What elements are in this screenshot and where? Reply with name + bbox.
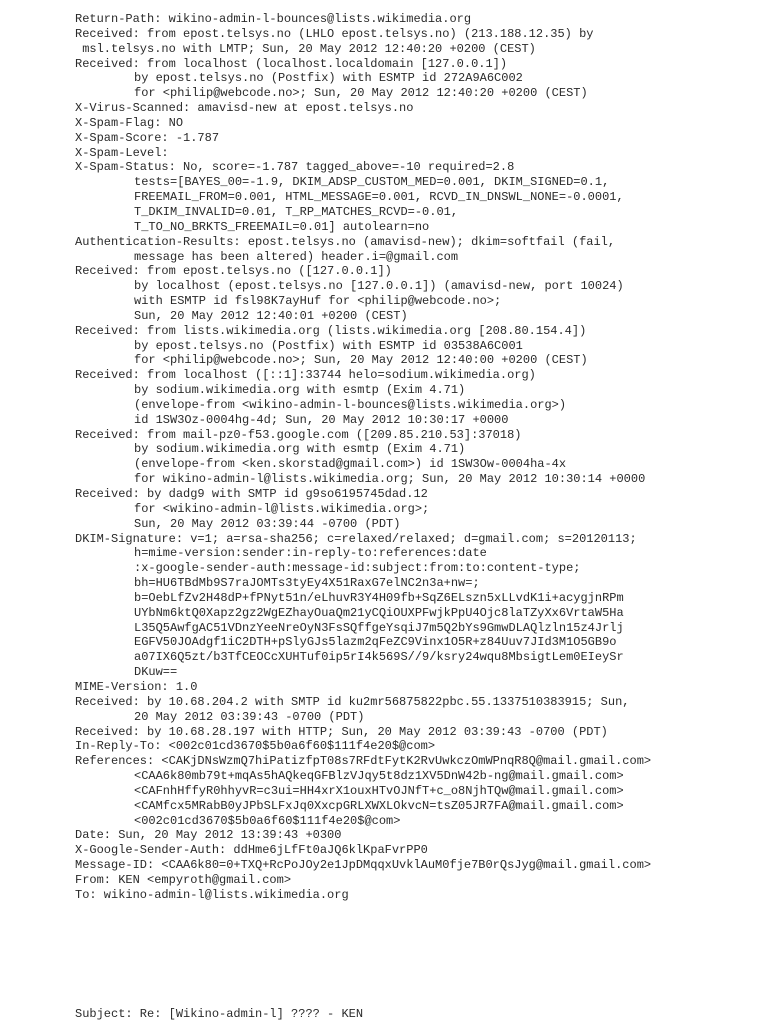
header-line: Date: Sun, 20 May 2012 13:39:43 +0300 — [75, 828, 342, 843]
header-line: by epost.telsys.no (Postfix) with ESMTP id 03538A6C001 — [134, 338, 523, 353]
header-line: tests=[BAYES_00=-1.9, DKIM_ADSP_CUSTOM_MED=0.001, DKIM_SIGNED=0.1, — [134, 175, 610, 190]
header-line: Received: from lists.wikimedia.org (lists.wikimedia.org [208.80.154.4]) — [75, 323, 587, 338]
header-line: Received: by 10.68.28.197 with HTTP; Sun, 20 May 2012 03:39:43 -0700 (PDT) — [75, 724, 608, 739]
header-line: bh=HU6TBdMb9S7raJOMTs3tyEy4X51RaxG7elNC2n3a+nw=; — [134, 576, 480, 591]
header-line: X-Spam-Flag: NO — [75, 115, 184, 130]
email-headers-block — [75, 12, 765, 903]
header-line: Received: from epost.telsys.no (LHLO epost.telsys.no) (213.188.12.35) by — [75, 26, 594, 41]
header-line: DKIM-Signature: v=1; a=rsa-sha256; c=relaxed/relaxed; d=gmail.com; s=20120113; — [75, 531, 637, 546]
header-line: Received: by dadg9 with SMTP id g9so6195745dad.12 — [75, 487, 428, 501]
header-line: for <philip@webcode.no>; Sun, 20 May 2012 12:40:20 +0200 (CEST) — [134, 86, 588, 101]
header-line: From: KEN <empyroth@gmail.com> — [75, 872, 292, 887]
header-line: Received: from localhost ([::1]:33744 helo=sodium.wikimedia.org) — [75, 368, 536, 383]
header-line: :x-google-sender-auth:message-id:subject:from:to:content-type; — [134, 561, 581, 576]
header-line: T_TO_NO_BRKTS_FREEMAIL=0.01] autolearn=no — [134, 219, 430, 234]
header-line: FREEMAIL_FROM=0.001, HTML_MESSAGE=0.001, RCVD_IN_DNSWL_NONE=-0.0001, — [134, 190, 624, 205]
header-line: Sun, 20 May 2012 03:39:44 -0700 (PDT) — [134, 516, 401, 531]
header-line: Received: by 10.68.204.2 with SMTP id ku2mr56875822pbc.55.1337510383915; Sun, — [75, 694, 630, 709]
header-line: X-Virus-Scanned: amavisd-new at epost.telsys.no — [75, 101, 414, 116]
subject-line: Subject: Re: [Wikino-admin-l] ???? - KEN — [75, 1007, 364, 1021]
header-line: (envelope-from <ken.skorstad@gmail.com>) id 1SW3Ow-0004ha-4x — [134, 457, 567, 472]
header-line: b=OebLfZv2H48dP+fPNyt51n/eLhuvR3Y4H09fb+SqZ6ELszn5xLLvdK1i+acygjnRPm — [134, 590, 624, 605]
header-line: with ESMTP id fsl98K7ayHuf for <philip@webcode.no>; — [134, 294, 502, 309]
header-line: MIME-Version: 1.0 — [75, 679, 198, 694]
header-line: id 1SW3Oz-0004hg-4d; Sun, 20 May 2012 10:30:17 +0000 — [134, 412, 509, 427]
header-line: msl.telsys.no with LMTP; Sun, 20 May 2012 12:40:20 +0200 (CEST) — [75, 41, 536, 56]
header-line: for <wikino-admin-l@lists.wikimedia.org>; — [134, 501, 430, 516]
header-line: Received: from epost.telsys.no ([127.0.0.1]) — [75, 264, 392, 279]
header-line: X-Spam-Status: No, score=-1.787 tagged_above=-10 required=2.8 — [75, 160, 515, 175]
header-line: by sodium.wikimedia.org with esmtp (Exim 4.71) — [134, 442, 466, 457]
header-line: a07IX6Q5zt/b3TfCEOCcXUHTuf0ip5rI4k569S//9/ksry24wqu8MbsigtLem0EIeySr — [134, 650, 624, 665]
header-line: Authentication-Results: epost.telsys.no (amavisd-new); dkim=softfail (fail, — [75, 234, 616, 249]
header-line: In-Reply-To: <002c01cd3670$5b0a6f60$111f4e20$@com> — [75, 739, 436, 754]
header-line: Sun, 20 May 2012 12:40:01 +0200 (CEST) — [134, 308, 408, 323]
header-line: h=mime-version:sender:in-reply-to:references:date — [134, 546, 487, 561]
header-line: <CAMfcx5MRabB0yJPbSLFxJq0XxcpGRLXWXLOkvcN=tsZ05JR7FA@mail.gmail.com> — [134, 798, 624, 813]
header-line: by sodium.wikimedia.org with esmtp (Exim 4.71) — [134, 383, 466, 398]
header-line: Return-Path: wikino-admin-l-bounces@lists.wikimedia.org — [75, 12, 472, 26]
header-line: Message-ID: <CAA6k80=0+TXQ+RcPoJOy2e1JpDMqqxUvklAuM0fje7B0rQsJyg@mail.gmail.com> — [75, 858, 652, 873]
header-line: X-Spam-Score: -1.787 — [75, 130, 220, 145]
header-line: X-Google-Sender-Auth: ddHme6jLfFt0aJQ6klKpaFvrPP0 — [75, 843, 428, 858]
header-line: message has been altered) header.i=@gmail.com — [134, 249, 459, 264]
header-line: for wikino-admin-l@lists.wikimedia.org; Sun, 20 May 2012 10:30:14 +0000 — [134, 472, 646, 487]
header-line: To: wikino-admin-l@lists.wikimedia.org — [75, 887, 349, 902]
header-line: 20 May 2012 03:39:43 -0700 (PDT) — [134, 709, 365, 724]
header-line: for <philip@webcode.no>; Sun, 20 May 2012 12:40:00 +0200 (CEST) — [134, 353, 588, 368]
header-line: by epost.telsys.no (Postfix) with ESMTP id 272A9A6C002 — [134, 71, 523, 86]
header-line: UYbNm6ktQ0Xapz2gz2WgEZhayOuaQm21yCQiOUXPFwjkPpU4Ojc8laTZyXx6VrtaW5Ha — [134, 605, 624, 620]
header-line: T_DKIM_INVALID=0.01, T_RP_MATCHES_RCVD=-0.01, — [134, 204, 459, 219]
header-line: Received: from localhost (localhost.localdomain [127.0.0.1]) — [75, 56, 508, 71]
header-line: L35Q5AwfgAC51VDnzYeeNreOyN3FsSQffgeYsqiJ7m5Q2bYs9GmwDLAQlzln15z4Jrlj — [134, 620, 624, 635]
header-line: X-Spam-Level: — [75, 145, 169, 160]
header-line: <002c01cd3670$5b0a6f60$111f4e20$@com> — [134, 813, 401, 828]
header-line: Received: from mail-pz0-f53.google.com ([209.85.210.53]:37018) — [75, 427, 522, 442]
header-line: by localhost (epost.telsys.no [127.0.0.1]) (amavisd-new, port 10024) — [134, 279, 624, 294]
header-line: EGFV50JOAdgf1iC2DTH+pSlyGJs5lazm2qFeZC9Vinx1O5R+z84Uuv7JId3M1O5GB9o — [134, 635, 617, 650]
header-line: <CAA6k80mb79t+mqAs5hAQkeqGFBlzVJqy5t8dz1XV5DnW42b-ng@mail.gmail.com> — [134, 769, 624, 784]
header-line: DKuw== — [134, 665, 178, 680]
header-line: (envelope-from <wikino-admin-l-bounces@lists.wikimedia.org>) — [134, 397, 567, 412]
header-line: <CAFnhHffyR0hhyvR=c3ui=HH4xrX1ouxHTvOJNfT+c_o8NjhTQw@mail.gmail.com> — [134, 783, 624, 798]
header-line: References: <CAKjDNsWzmQ7hiPatizfpT08s7RFdtFytK2RvUwkczOmWPnqR8Q@mail.gmail.com> — [75, 754, 652, 769]
